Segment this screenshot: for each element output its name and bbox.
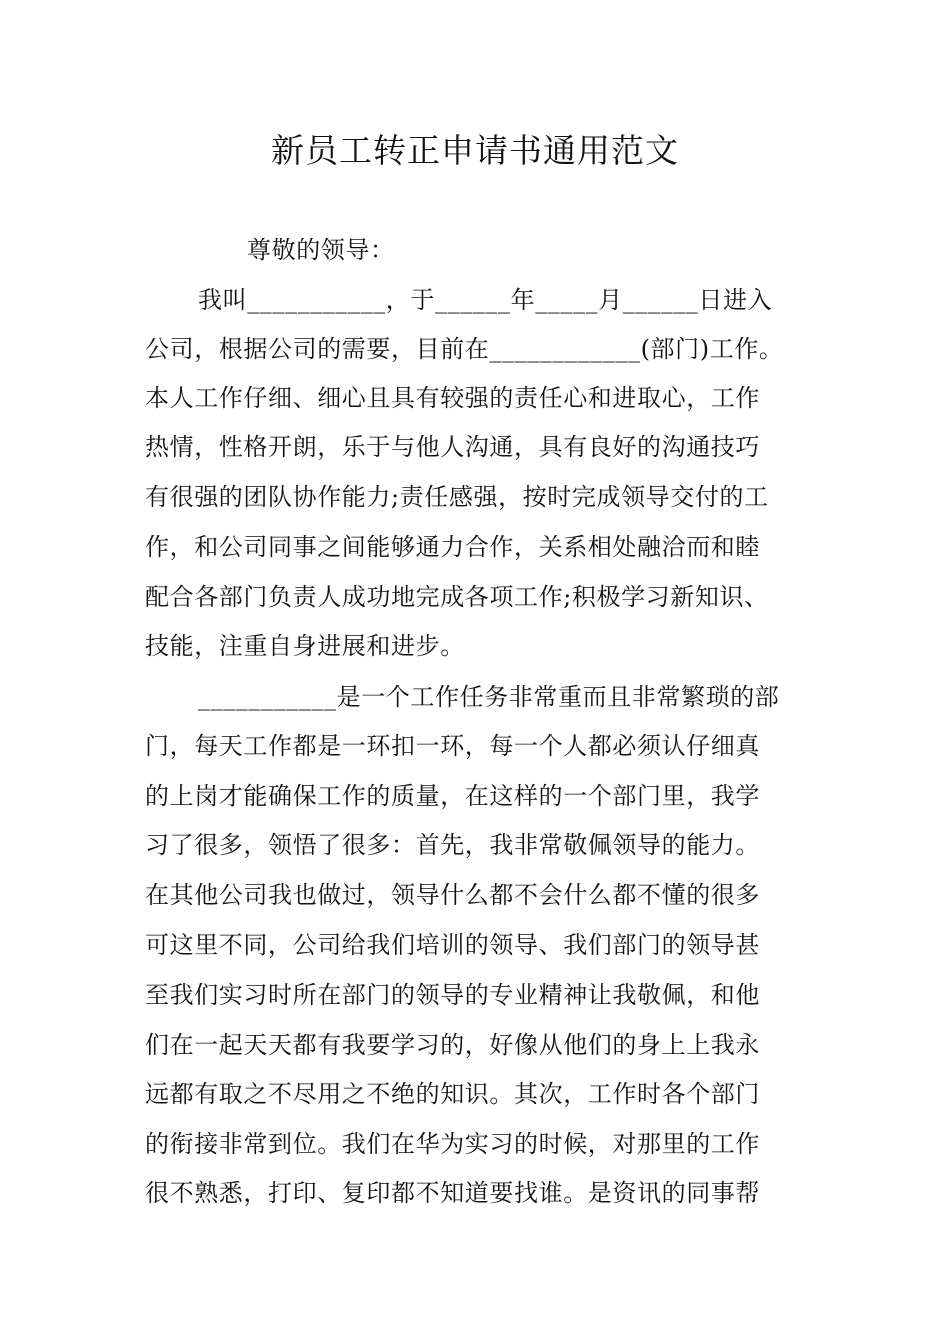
paragraph-line: 配合各部门负责人成功地完成各项工作;积极学习新知识、 [145,583,769,611]
paragraph-line: 至我们实习时所在部门的领导的专业精神让我敬佩，和他 [145,981,760,1009]
paragraph-line: 我叫___________，于______年_____月______日进入 [198,286,773,314]
paragraph-line: 可这里不同，公司给我们培训的领导、我们部门的领导甚 [145,931,760,959]
paragraph-line: 在其他公司我也做过，领导什么都不会什么都不懂的很多 [145,881,760,909]
paragraph-line: 热情，性格开朗，乐于与他人沟通，具有良好的沟通技巧 [145,433,760,461]
paragraph-line: 门，每天工作都是一环扣一环，每一个人都必须认仔细真 [145,732,760,760]
paragraph-line: 的上岗才能确保工作的质量，在这样的一个部门里，我学 [145,782,760,810]
paragraph-line: 技能，注重自身进展和进步。 [145,632,465,660]
paragraph-line: 作，和公司同事之间能够通力合作，关系相处融洽而和睦 [145,533,760,561]
paragraph-line: 们在一起天天都有我要学习的，好像从他们的身上上我永 [145,1031,760,1059]
document-title: 新员工转正申请书通用范文 [271,131,679,170]
paragraph-line: 公司，根据公司的需要，目前在____________(部门)工作。 [145,335,784,363]
paragraph-line: 习了很多，领悟了很多：首先，我非常敬佩领导的能力。 [145,831,760,859]
paragraph-line: 本人工作仔细、细心且具有较强的责任心和进取心，工作 [145,384,760,412]
salutation: 尊敬的领导： [247,236,395,264]
paragraph-line: 的衔接非常到位。我们在华为实习的时候，对那里的工作 [145,1130,760,1158]
paragraph-line: 很不熟悉，打印、复印都不知道要找谁。是资讯的同事帮 [145,1179,760,1207]
paragraph-line: 远都有取之不尽用之不绝的知识。其次，工作时各个部门 [145,1080,760,1108]
paragraph-line: 有很强的团队协作能力;责任感强，按时完成领导交付的工 [145,483,769,511]
paragraph-line: ___________是一个工作任务非常重而且非常繁琐的部 [198,683,780,711]
